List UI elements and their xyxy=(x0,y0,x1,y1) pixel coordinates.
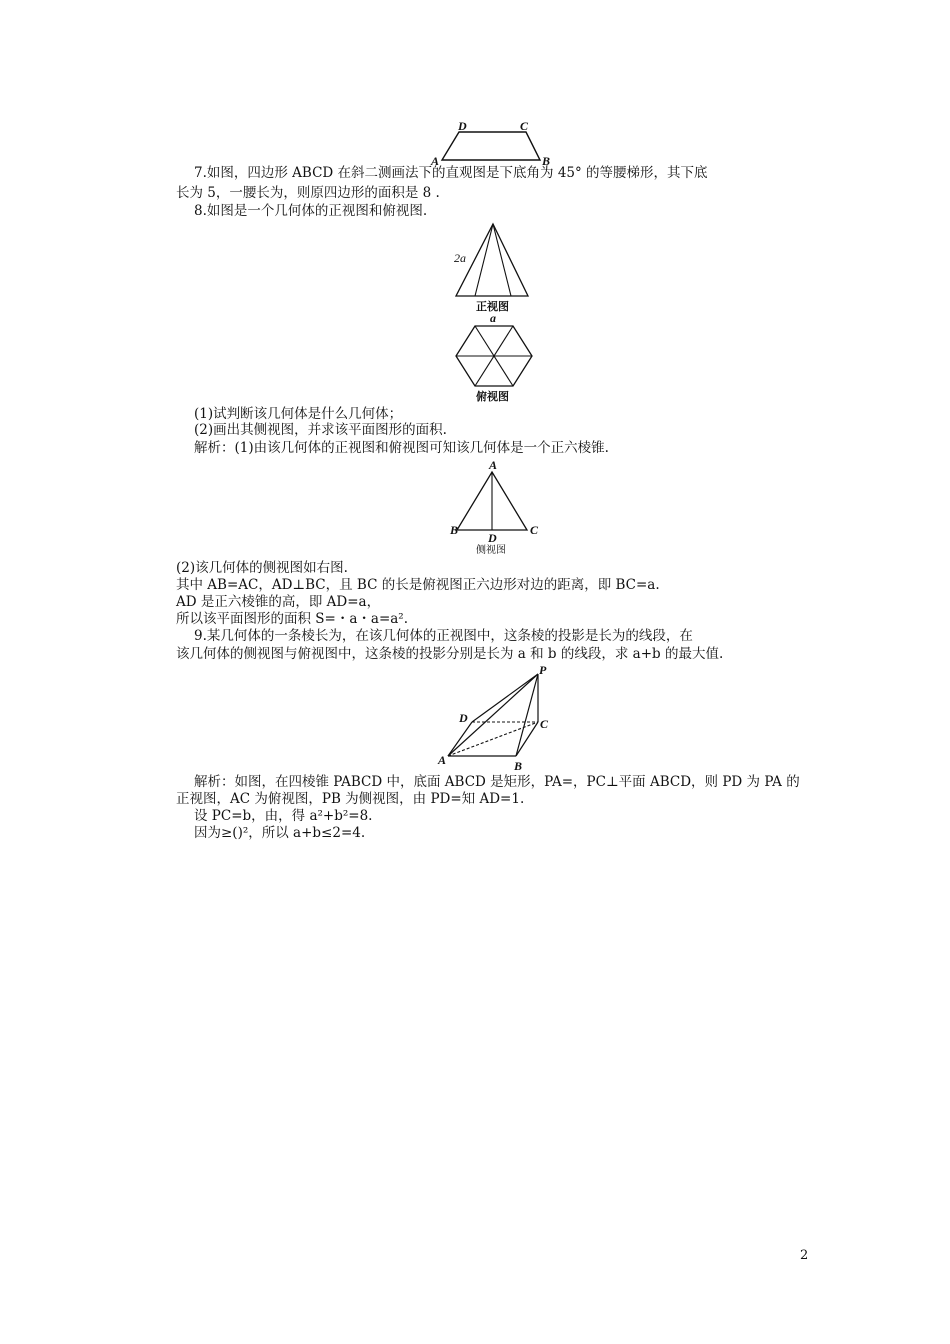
trapezoid-figure xyxy=(428,118,558,168)
label-D: D xyxy=(458,119,467,133)
text-line: (2)该几何体的侧视图如右图. xyxy=(176,560,348,576)
label-A: A xyxy=(431,154,440,168)
text-line: 其中 AB=AC，AD⊥BC，且 BC 的长是俯视图正六边形对边的距离，即 BC=a. xyxy=(176,577,660,593)
text-line: 9.某几何体的一条棱长为，在该几何体的正视图中，这条棱的投影是长为的线段，在 xyxy=(194,628,693,644)
label-B: B xyxy=(450,523,459,537)
top-edge-label: a xyxy=(490,311,496,325)
label-D: D xyxy=(488,531,497,545)
text-line: 解析：(1)由该几何体的正视图和俯视图可知该几何体是一个正六棱锥. xyxy=(194,440,609,456)
text-line: 因为≥()²，所以 a+b≤2=4. xyxy=(194,825,366,841)
text-line: (1)试判断该几何体是什么几何体； xyxy=(194,406,403,422)
text-line: 8.如图是一个几何体的正视图和俯视图. xyxy=(194,203,428,219)
label-D: D xyxy=(459,711,468,725)
text-line: 解析：如图，在四棱锥 PABCD 中，底面 ABCD 是矩形，PA=，PC⊥平面 ABCD，则 PD 为 PA 的 xyxy=(194,774,800,790)
label-P: P xyxy=(539,663,547,677)
label-B: B xyxy=(514,759,523,773)
label-A: A xyxy=(438,753,447,767)
label-A: A xyxy=(489,458,498,472)
page-number: 2 xyxy=(800,1248,809,1263)
text-line: 设 PC=b，由，得 a²+b²=8. xyxy=(194,808,373,824)
top-view-caption: 俯视图 xyxy=(476,390,509,403)
label-C: C xyxy=(530,523,539,537)
side-view-figure xyxy=(450,458,550,558)
text-line: 该几何体的侧视图与俯视图中，这条棱的投影分别是长为 a 和 b 的线段，求 a+b 的最大值. xyxy=(176,646,724,662)
text-line: 所以该平面图形的面积 S=・a・a=a². xyxy=(176,611,409,627)
front-view-caption: 正视图 xyxy=(476,300,509,313)
side-length-label: 2a xyxy=(454,251,466,265)
top-view-figure xyxy=(450,312,550,404)
text-line: (2)画出其侧视图，并求该平面图形的面积. xyxy=(194,422,447,438)
text-line: 正视图，AC 为俯视图，PB 为侧视图，由 PD=知 AD=1. xyxy=(176,791,525,807)
front-view-figure xyxy=(450,218,550,314)
pyramid-figure xyxy=(436,664,566,774)
text-line: AD 是正六棱锥的高，即 AD=a， xyxy=(176,594,381,610)
side-view-caption: 侧视图 xyxy=(476,545,506,556)
text-line: 7.如图，四边形 ABCD 在斜二测画法下的直观图是下底角为 45° 的等腰梯形，其下底 xyxy=(194,165,708,181)
label-C: C xyxy=(540,717,549,731)
label-B: B xyxy=(542,154,551,168)
label-C: C xyxy=(520,119,529,133)
text-line: 长为 5，一腰长为，则原四边形的面积是 8 . xyxy=(176,185,440,201)
